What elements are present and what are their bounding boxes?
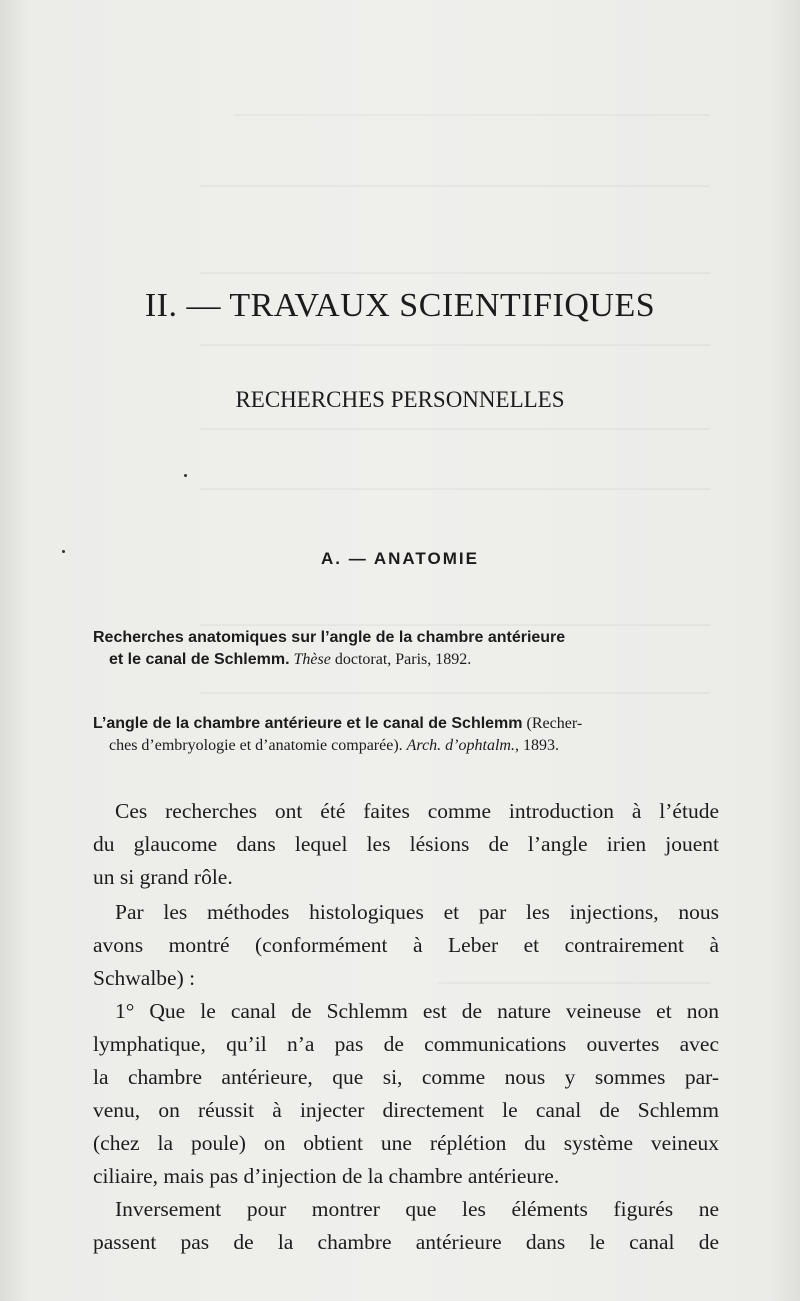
reference-2-note-end: ches d’embryologie et d’anatomie comparée). — [109, 737, 407, 754]
paragraph-1 — [93, 795, 719, 894]
reference-1-title-end: et le canal de Schlemm. — [109, 651, 290, 668]
paragraph-line: Ces recherches ont été faites comme introduction à l’étude — [115, 799, 719, 823]
reference-2-title: L’angle de la chambre antérieure et le canal de Schlemm — [93, 715, 523, 732]
paragraph-line: 1° Que le canal de Schlemm est de nature veineuse et non — [115, 999, 719, 1023]
bleed-through-text: —————————————————————————————— — [200, 614, 710, 633]
paragraph-3 — [93, 995, 719, 1193]
reference-2-journal: Arch. d’ophtalm. — [406, 737, 515, 754]
paragraph-line: Schwalbe) : — [93, 966, 196, 990]
bleed-through-text: —————————————————————————————— — [200, 418, 710, 437]
bleed-through-text: —————————————————————————————— — [200, 175, 710, 194]
paragraph-line: ciliaire, mais pas d’injection de la chambre antérieure. — [93, 1164, 560, 1188]
reference-1 — [93, 627, 719, 671]
bleed-through-text: —————————————————————————————— — [200, 682, 710, 701]
bleed-through-text: —————————————————————————————— — [200, 262, 710, 281]
bleed-through-text: ———————————————————————————— — [234, 104, 710, 123]
reference-1-title: Recherches anatomiques sur l’angle de la chambre antérieure — [93, 629, 566, 646]
section-title: A. — ANATOMIE — [321, 549, 479, 568]
paragraph-line: Inversement pour montrer que les éléments figurés ne — [115, 1197, 719, 1221]
reference-1-thesis: Thèse — [293, 651, 331, 668]
paragraph-line: avons montré (conformément à Leber et contrairement à — [93, 933, 719, 957]
reference-1-line-2 — [93, 649, 719, 671]
paragraph-line: (chez la poule) on obtient une réplétion du système veineux — [93, 1131, 719, 1155]
bleed-through-text: —————————————————————————————— — [200, 334, 710, 353]
reference-2-note-start: (Recher- — [522, 715, 583, 732]
reference-2-line-2 — [93, 735, 719, 757]
paragraph-line: venu, on réussit à injecter directement le canal de Schlemm — [93, 1098, 719, 1122]
reference-2 — [93, 713, 719, 757]
paragraph-4 — [93, 1193, 719, 1259]
paragraph-line: la chambre antérieure, que si, comme nous y sommes par- — [93, 1065, 719, 1089]
bleed-through-text: ———————————————— — [438, 972, 710, 991]
speck — [184, 474, 187, 477]
paragraph-2 — [93, 896, 719, 995]
paragraph-line: lymphatique, qu’il n’a pas de communications ouvertes avec — [93, 1032, 719, 1056]
paragraph-line: passent pas de la chambre antérieure dans le canal de — [93, 1230, 719, 1254]
main-title: II. — TRAVAUX SCIENTIFIQUES — [144, 287, 656, 324]
paragraph-line: du glaucome dans lequel les lésions de l’angle irien jouent — [93, 832, 719, 856]
paragraph-line: Par les méthodes histologiques et par les injections, nous — [115, 900, 719, 924]
paragraph-line: un si grand rôle. — [93, 865, 233, 889]
bleed-through-text: —————————————————————————————— — [200, 478, 710, 497]
sub-title: RECHERCHES PERSONNELLES — [235, 387, 565, 412]
reference-1-line-1 — [93, 627, 719, 649]
reference-1-source: doctorat, Paris, 1892. — [330, 651, 472, 668]
reference-2-year: , 1893. — [514, 737, 559, 754]
reference-2-line-1 — [93, 713, 719, 735]
